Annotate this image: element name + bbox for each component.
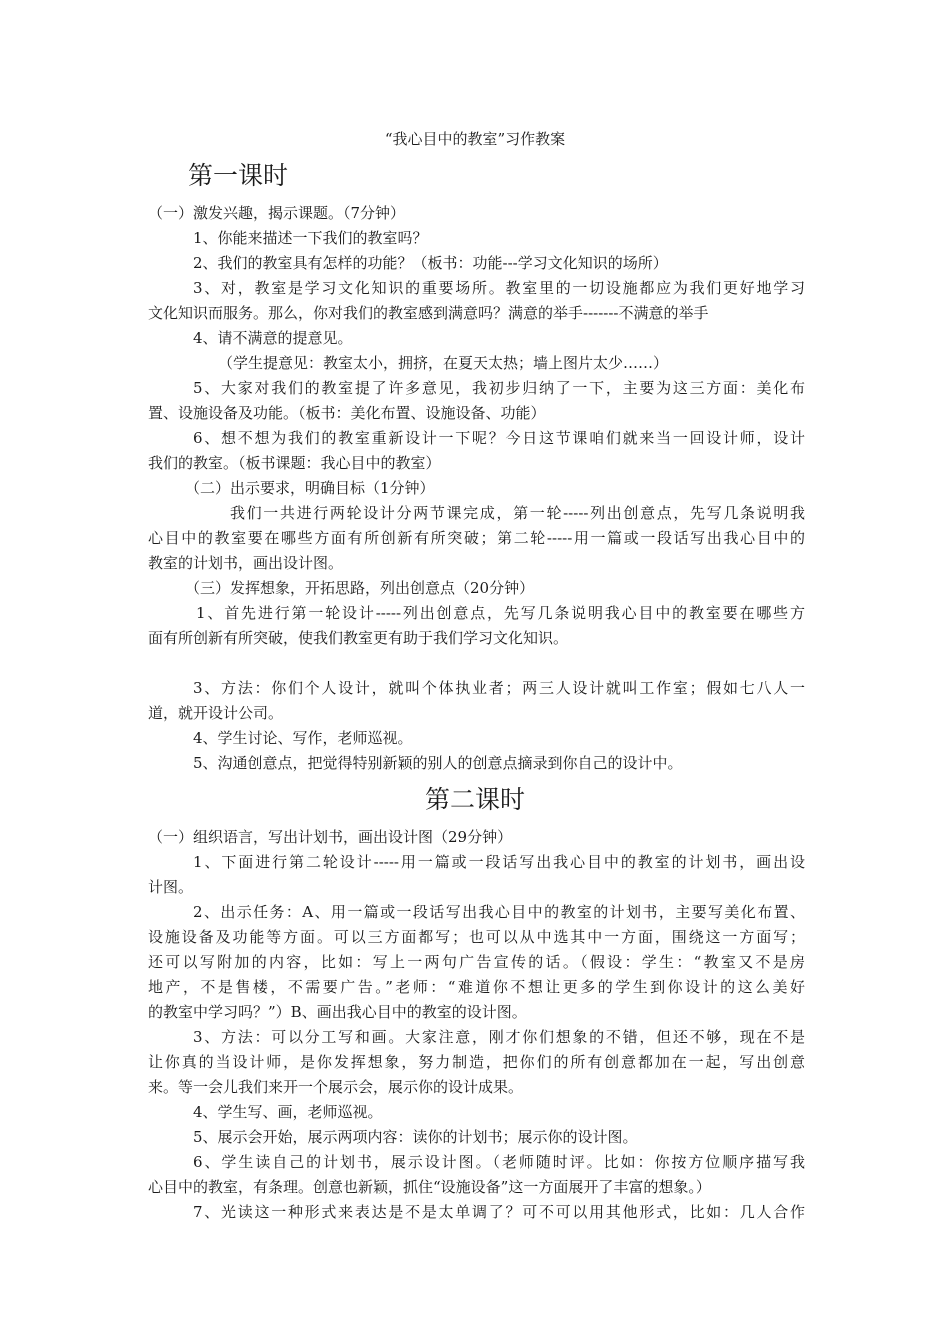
paragraph: 1、首先进行第一轮设计-----列出创意点，先写几条说明我心目中的教室要在哪些方 bbox=[196, 604, 805, 622]
paragraph: 置、设施设备及功能。（板书：美化布置、设施设备、功能） bbox=[148, 404, 546, 422]
lesson2-section1-heading: （一）组织语言，写出计划书，画出设计图（29分钟） bbox=[148, 828, 513, 846]
paragraph: 6、学生读自己的计划书，展示设计图。（老师随时评。比如：你按方位顺序描写我 bbox=[193, 1153, 805, 1171]
paragraph: 5、沟通创意点，把觉得特别新颖的别人的创意点摘录到你自己的设计中。 bbox=[193, 754, 683, 772]
paragraph: 来。等一会儿我们来开一个展示会，展示你的设计成果。 bbox=[148, 1078, 524, 1096]
paragraph: 4、请不满意的提意见。 bbox=[193, 329, 353, 347]
paragraph: 6、想不想为我们的教室重新设计一下呢？今日这节课咱们就来当一回设计师，设计 bbox=[193, 429, 805, 447]
paragraph: 心目中的教室，有条理。创意也新颖，抓住“设施设备”这一方面展开了丰富的想象。） bbox=[148, 1178, 711, 1196]
paragraph: 1、你能来描述一下我们的教室吗？ bbox=[193, 229, 428, 247]
paragraph: 面有所创新有所突破，使我们教室更有助于我们学习文化知识。 bbox=[148, 629, 569, 647]
paragraph: 2、我们的教室具有怎样的功能？（板书：功能---学习文化知识的场所） bbox=[193, 254, 668, 272]
paragraph: 4、学生写、画，老师巡视。 bbox=[193, 1103, 383, 1121]
paragraph: 还可以写附加的内容，比如：写上一两句广告宣传的话。（假设：学生：“教室又不是房 bbox=[148, 953, 805, 971]
lesson1-section1-heading: （一）激发兴趣，揭示课题。（7分钟） bbox=[148, 204, 406, 222]
paragraph: 心目中的教室要在哪些方面有所创新有所突破；第二轮-----用一篇或一段话写出我心目中的 bbox=[148, 529, 805, 547]
paragraph: 2、出示任务：A、用一篇或一段话写出我心目中的教室的计划书，主要写美化布置、 bbox=[193, 903, 805, 921]
lesson1-section2-heading: （二）出示要求，明确目标（1分钟） bbox=[185, 479, 435, 497]
paragraph: 1、下面进行第二轮设计-----用一篇或一段话写出我心目中的教室的计划书，画出设 bbox=[193, 853, 805, 871]
paragraph: 教室的计划书，画出设计图。 bbox=[148, 554, 344, 572]
paragraph: 我们的教室。（板书课题：我心目中的教室） bbox=[148, 454, 441, 472]
paragraph: 5、大家对我们的教室提了许多意见，我初步归纳了一下，主要为这三方面：美化布 bbox=[193, 379, 805, 397]
paragraph: 道，就开设计公司。 bbox=[148, 704, 284, 722]
lesson2-heading: 第二课时 bbox=[424, 785, 525, 814]
paragraph: 地产，不是售楼，不需要广告。”老师：“难道你不想让更多的学生到你设计的这么美好 bbox=[148, 978, 805, 996]
paragraph: 文化知识而服务。那么，你对我们的教室感到满意吗？满意的举手-------不满意的举手 bbox=[148, 304, 709, 322]
paragraph: 设施设备及功能等方面。可以三方面都写；也可以从中选其中一方面，围绕这一方面写； bbox=[148, 928, 805, 946]
paragraph: 7、光读这一种形式来表达是不是太单调了？可不可以用其他形式，比如：几人合作 bbox=[193, 1203, 805, 1221]
lesson1-section3-heading: （三）发挥想象，开拓思路，列出创意点（20分钟） bbox=[185, 579, 535, 597]
document-title: “我心目中的教室”习作教案 bbox=[384, 130, 566, 148]
paragraph: 5、展示会开始，展示两项内容：读你的计划书；展示你的设计图。 bbox=[193, 1128, 638, 1146]
paragraph: 3、对，教室是学习文化知识的重要场所。教室里的一切设施都应为我们更好地学习 bbox=[193, 279, 805, 297]
paragraph: （学生提意见：教室太小，拥挤，在夏天太热；墙上图片太少……） bbox=[218, 354, 669, 372]
paragraph: 的教室中学习吗？”）B、画出我心目中的教室的设计图。 bbox=[148, 1003, 527, 1021]
paragraph: 3、方法：可以分工写和画。大家注意，刚才你们想象的不错，但还不够，现在不是 bbox=[193, 1028, 805, 1046]
lesson1-heading: 第一课时 bbox=[188, 161, 289, 190]
paragraph: 3、方法：你们个人设计，就叫个体执业者；两三人设计就叫工作室；假如七八人一 bbox=[193, 679, 805, 697]
paragraph: 让你真的当设计师，是你发挥想象，努力制造，把你们的所有创意都加在一起，写出创意 bbox=[148, 1053, 805, 1071]
paragraph: 4、学生讨论、写作，老师巡视。 bbox=[193, 729, 413, 747]
paragraph: 计图。 bbox=[148, 878, 194, 896]
paragraph: 我们一共进行两轮设计分两节课完成，第一轮-----列出创意点，先写几条说明我 bbox=[230, 504, 805, 522]
